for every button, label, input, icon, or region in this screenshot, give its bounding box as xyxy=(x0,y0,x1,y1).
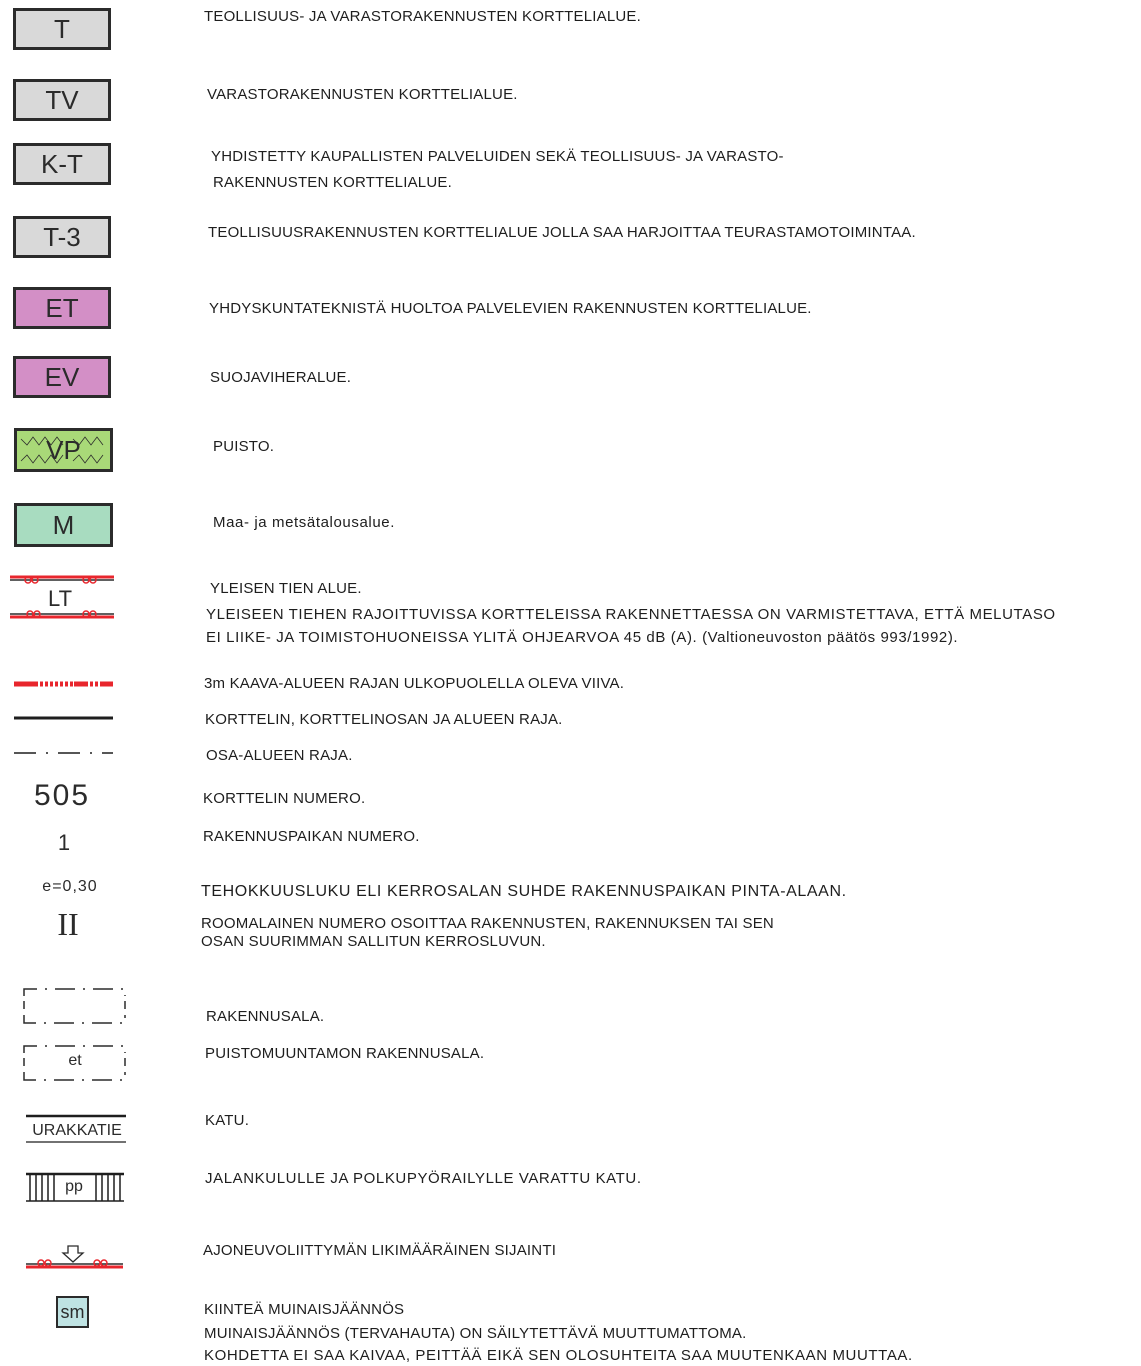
symbol-vp-label: VP xyxy=(46,434,81,465)
symbol-street-name: URAKKATIE xyxy=(32,1122,122,1139)
desc-t-3: TEOLLISUUSRAKENNUSTEN KORTTELIALUE JOLLA SAA HARJOITTAA TEURASTAMOTOIMINTAA. xyxy=(208,224,916,241)
desc-t: TEOLLISUUS- JA VARASTORAKENNUSTEN KORTTELIALUE. xyxy=(204,8,642,25)
desc-transformer-area: PUISTOMUUNTAMON RAKENNUSALA. xyxy=(205,1045,485,1062)
symbol-vp xyxy=(14,428,113,472)
symbol-m-label: M xyxy=(52,509,75,540)
symbol-k-t xyxy=(13,143,111,185)
desc-m: Maa- ja metsätalousalue. xyxy=(213,514,395,531)
symbol-ev-label: EV xyxy=(44,361,80,392)
symbol-et-label: ET xyxy=(45,292,79,323)
symbol-tv xyxy=(13,79,111,121)
desc-block-boundary: KORTTELIN, KORTTELINOSAN JA ALUEEN RAJA. xyxy=(205,711,563,728)
vehicle-access-symbol xyxy=(26,1242,126,1272)
desc-k-t-line1: YHDISTETTY KAUPALLISTEN PALVELUIDEN SEKÄ TEOLLISUUS- JA VARASTO- xyxy=(211,148,784,165)
desc-vp: PUISTO. xyxy=(213,438,275,455)
plan-boundary-3m-line-symbol xyxy=(14,680,114,688)
desc-ev: SUOJAVIHERALUE. xyxy=(210,369,352,386)
symbol-plot-number: 1 xyxy=(57,830,71,855)
desc-plot-number: RAKENNUSPAIKAN NUMERO. xyxy=(203,828,420,845)
symbol-sm xyxy=(56,1296,89,1328)
desc-lt-line3: EI LIIKE- JA TOIMISTOHUONEISSA YLITÄ OHJEARVOA 45 dB (A). (Valtioneuvoston päätös 993/1992). xyxy=(206,629,959,646)
desc-building-area: RAKENNUSALA. xyxy=(206,1008,325,1025)
block-boundary-line-symbol xyxy=(14,715,114,721)
symbol-k-t-label: K-T xyxy=(41,148,83,179)
desc-pp-street: JALANKULULLE JA POLKUPYÖRAILYLLE VARATTU KATU. xyxy=(205,1170,642,1187)
symbol-t-3-label: T-3 xyxy=(43,221,81,252)
symbol-m xyxy=(14,503,113,547)
symbol-lt-label: LT xyxy=(47,586,73,611)
desc-roman-line1: ROOMALAINEN NUMERO OSOITTAA RAKENNUSTEN, RAKENNUKSEN TAI SEN xyxy=(201,915,774,932)
symbol-t xyxy=(13,8,111,50)
symbol-et-area-label: et xyxy=(68,1052,82,1069)
desc-sm-line2: MUINAISJÄÄNNÖS (TERVAHAUTA) ON SÄILYTETTÄVÄ MUUTTUMATTOMA. xyxy=(204,1325,747,1342)
building-area-symbol xyxy=(23,987,129,1027)
symbol-roman-numeral: II xyxy=(57,906,79,942)
desc-street: KATU. xyxy=(205,1112,250,1129)
desc-sm-line3: KOHDETTA EI SAA KAIVAA, PEITTÄÄ EIKÄ SEN OLOSUHTEITA SAA MUUTENKAAN MUUTTAA. xyxy=(204,1347,913,1364)
symbol-block-number: 505 xyxy=(33,779,91,812)
desc-efficiency: TEHOKKUUSLUKU ELI KERROSALAN SUHDE RAKENNUSPAIKAN PINTA-ALAAN. xyxy=(201,883,847,900)
sub-area-boundary-line-symbol xyxy=(14,750,114,756)
desc-tv: VARASTORAKENNUSTEN KORTTELIALUE. xyxy=(207,86,518,103)
symbol-sm-label: sm xyxy=(60,1301,85,1322)
symbol-tv-label: TV xyxy=(45,84,79,115)
desc-k-t-line2: RAKENNUSTEN KORTTELIALUE. xyxy=(213,174,452,191)
symbol-efficiency: e=0,30 xyxy=(42,878,98,895)
desc-sm-line1: KIINTEÄ MUINAISJÄÄNNÖS xyxy=(204,1301,405,1318)
desc-lt-line1: YLEISEN TIEN ALUE. xyxy=(210,580,362,597)
desc-sub-area-boundary: OSA-ALUEEN RAJA. xyxy=(206,747,353,764)
symbol-et xyxy=(13,287,111,329)
desc-block-number: KORTTELIN NUMERO. xyxy=(203,790,366,807)
desc-roman-line2: OSAN SUURIMMAN SALLITUN KERROSLUVUN. xyxy=(201,933,546,950)
desc-et: YHDYSKUNTATEKNISTÄ HUOLTOA PALVELEVIEN RAKENNUSTEN KORTTELIALUE. xyxy=(209,300,812,317)
down-arrow-icon xyxy=(63,1246,83,1262)
symbol-t-label: T xyxy=(54,13,70,44)
desc-3m-line: 3m KAAVA-ALUEEN RAJAN ULKOPUOLELLA OLEVA VIIVA. xyxy=(204,675,625,692)
desc-lt-line2: YLEISEEN TIEHEN RAJOITTUVISSA KORTTELEISSA RAKENNETTAESSA ON VARMISTETTAVA, ETTÄ MELUTASO xyxy=(206,606,1056,623)
symbol-t-3 xyxy=(13,216,111,258)
symbol-ev xyxy=(13,356,111,398)
desc-vehicle-access: AJONEUVOLIITTYMÄN LIKIMÄÄRÄINEN SIJAINTI xyxy=(203,1242,557,1259)
symbol-pp-label: pp xyxy=(65,1178,83,1195)
